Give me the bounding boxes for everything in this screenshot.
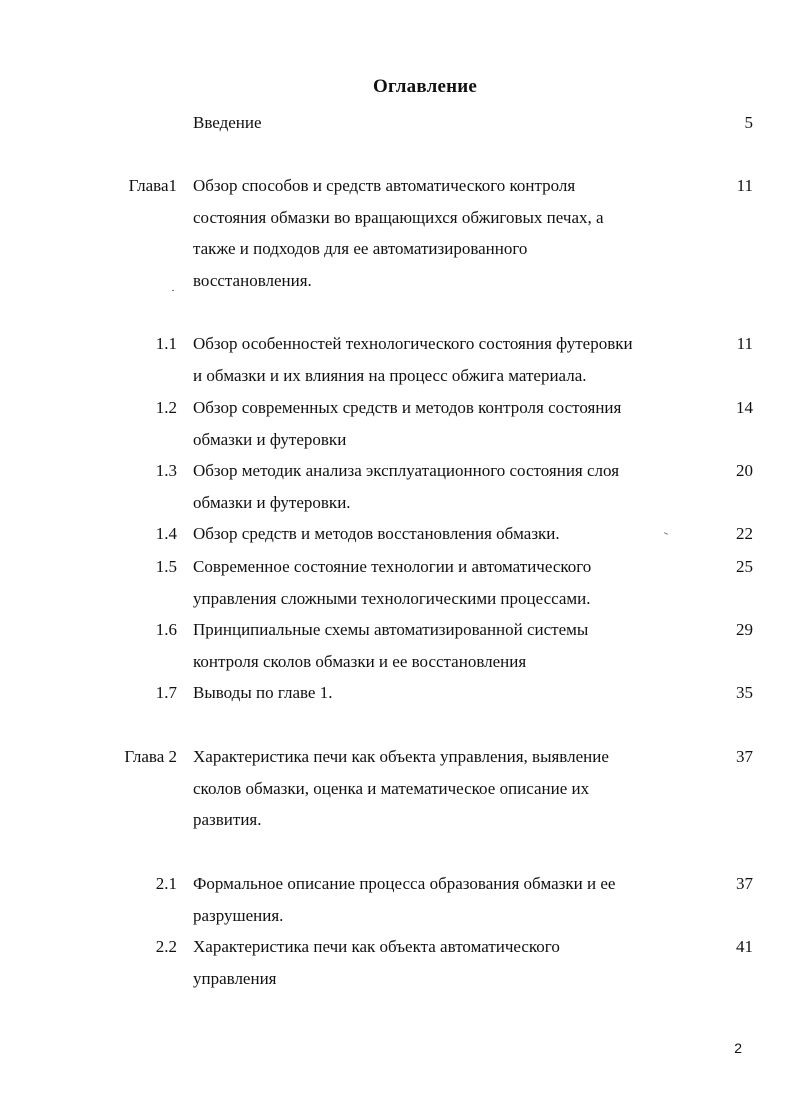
toc-entry-title-line: Обзор способов и средств автоматического контроля [193, 176, 576, 195]
toc-entry-number: 1.2 [155, 398, 177, 417]
toc-entry-title-line: Современное состояние технологии и автоматического [193, 557, 592, 576]
toc-entry-title-line: Введение [193, 113, 262, 132]
toc-entry-page: 25 [736, 557, 753, 576]
toc-entry-number: 2.2 [155, 937, 177, 956]
toc-entry-number: Глава1 [128, 176, 177, 195]
toc-entry-title-line: сколов обмазки, оценка и математическое описание их [193, 778, 590, 798]
toc-entry-title-line: Формальное описание процесса образования обмазки и ее [193, 874, 616, 893]
toc-entry-page: 14 [736, 398, 753, 417]
scan-speck [172, 290, 174, 291]
toc-entry-title [193, 931, 693, 994]
toc-entry-title-line: также и подходов для ее автоматизированного [193, 239, 528, 258]
toc-entry-title-line: состояния обмазки во вращающихся обжиговых печах, а [193, 207, 604, 227]
toc-entry-number: 1.6 [155, 620, 177, 639]
toc-entry-title [193, 614, 693, 677]
toc-entry-number: 1.5 [155, 557, 177, 576]
toc-entry-title [193, 868, 693, 931]
toc-entry-title-line: управления сложными технологическими процессами. [193, 588, 591, 608]
toc-entry-number: Глава 2 [124, 747, 177, 766]
toc-entry-title-line: разрушения. [193, 905, 284, 925]
toc-entry-page: 11 [736, 176, 753, 195]
toc-entry-title-line: развития. [193, 810, 262, 829]
toc-entry-title-line: контроля сколов обмазки и ее восстановления [193, 651, 527, 671]
toc-entry-page: 5 [744, 113, 753, 132]
toc-entry-title-line: Обзор современных средств и методов контроля состояния [193, 398, 622, 417]
toc-entry-title-line: восстановления. [193, 270, 312, 290]
toc-entry-page: 22 [736, 524, 753, 543]
toc-entry-page: 35 [736, 683, 753, 702]
toc-entry-title [193, 551, 693, 614]
toc-entry-title-line: Обзор особенностей технологического состояния футеровки [193, 334, 633, 353]
toc-entry-title [193, 741, 693, 836]
toc-entry-title [193, 170, 693, 296]
toc-entry-title-line: Обзор средств и методов восстановления обмазки. [193, 524, 560, 543]
page-title: Оглавление [372, 76, 478, 97]
toc-entry-page: 37 [736, 874, 753, 893]
toc-entry-page: 20 [736, 461, 753, 480]
toc-entry-number: 1.3 [155, 461, 177, 480]
toc-entry-number: 1.7 [155, 683, 177, 702]
toc-entry-title-line: управления [193, 968, 277, 988]
footer-page-number: 2 [734, 1040, 742, 1056]
toc-entry-number: 2.1 [155, 874, 177, 893]
toc-entry-title-line: Обзор методик анализа эксплуатационного состояния слоя [193, 461, 620, 480]
toc-entry-title [193, 328, 693, 391]
toc-entry-title-line: Выводы по главе 1. [193, 683, 333, 702]
toc-entry-number: 1.4 [155, 524, 177, 543]
toc-entry-title [193, 392, 693, 455]
toc-entry-page: 11 [736, 334, 753, 353]
toc-entry-title [193, 518, 693, 550]
toc-entry-title-line: Принципиальные схемы автоматизированной системы [193, 620, 589, 639]
toc-entry-number: 1.1 [155, 334, 177, 353]
toc-entry-title-line: обмазки и футеровки [193, 429, 347, 449]
toc-entry-page: 37 [736, 747, 753, 766]
toc-entry-title [193, 455, 693, 518]
toc-entry-title-line: и обмазки и их влияния на процесс обжига материала. [193, 365, 587, 385]
toc-entry-page: 29 [736, 620, 753, 639]
toc-entry-title [193, 677, 693, 709]
toc-entry-page: 41 [736, 937, 753, 956]
toc-entry-title-line: Характеристика печи как объекта управления, выявление [193, 747, 609, 766]
toc-entry-title-line: обмазки и футеровки. [193, 492, 351, 512]
toc-entry-title-line: Характеристика печи как объекта автоматического [193, 937, 560, 956]
toc-entry-title [193, 107, 693, 139]
